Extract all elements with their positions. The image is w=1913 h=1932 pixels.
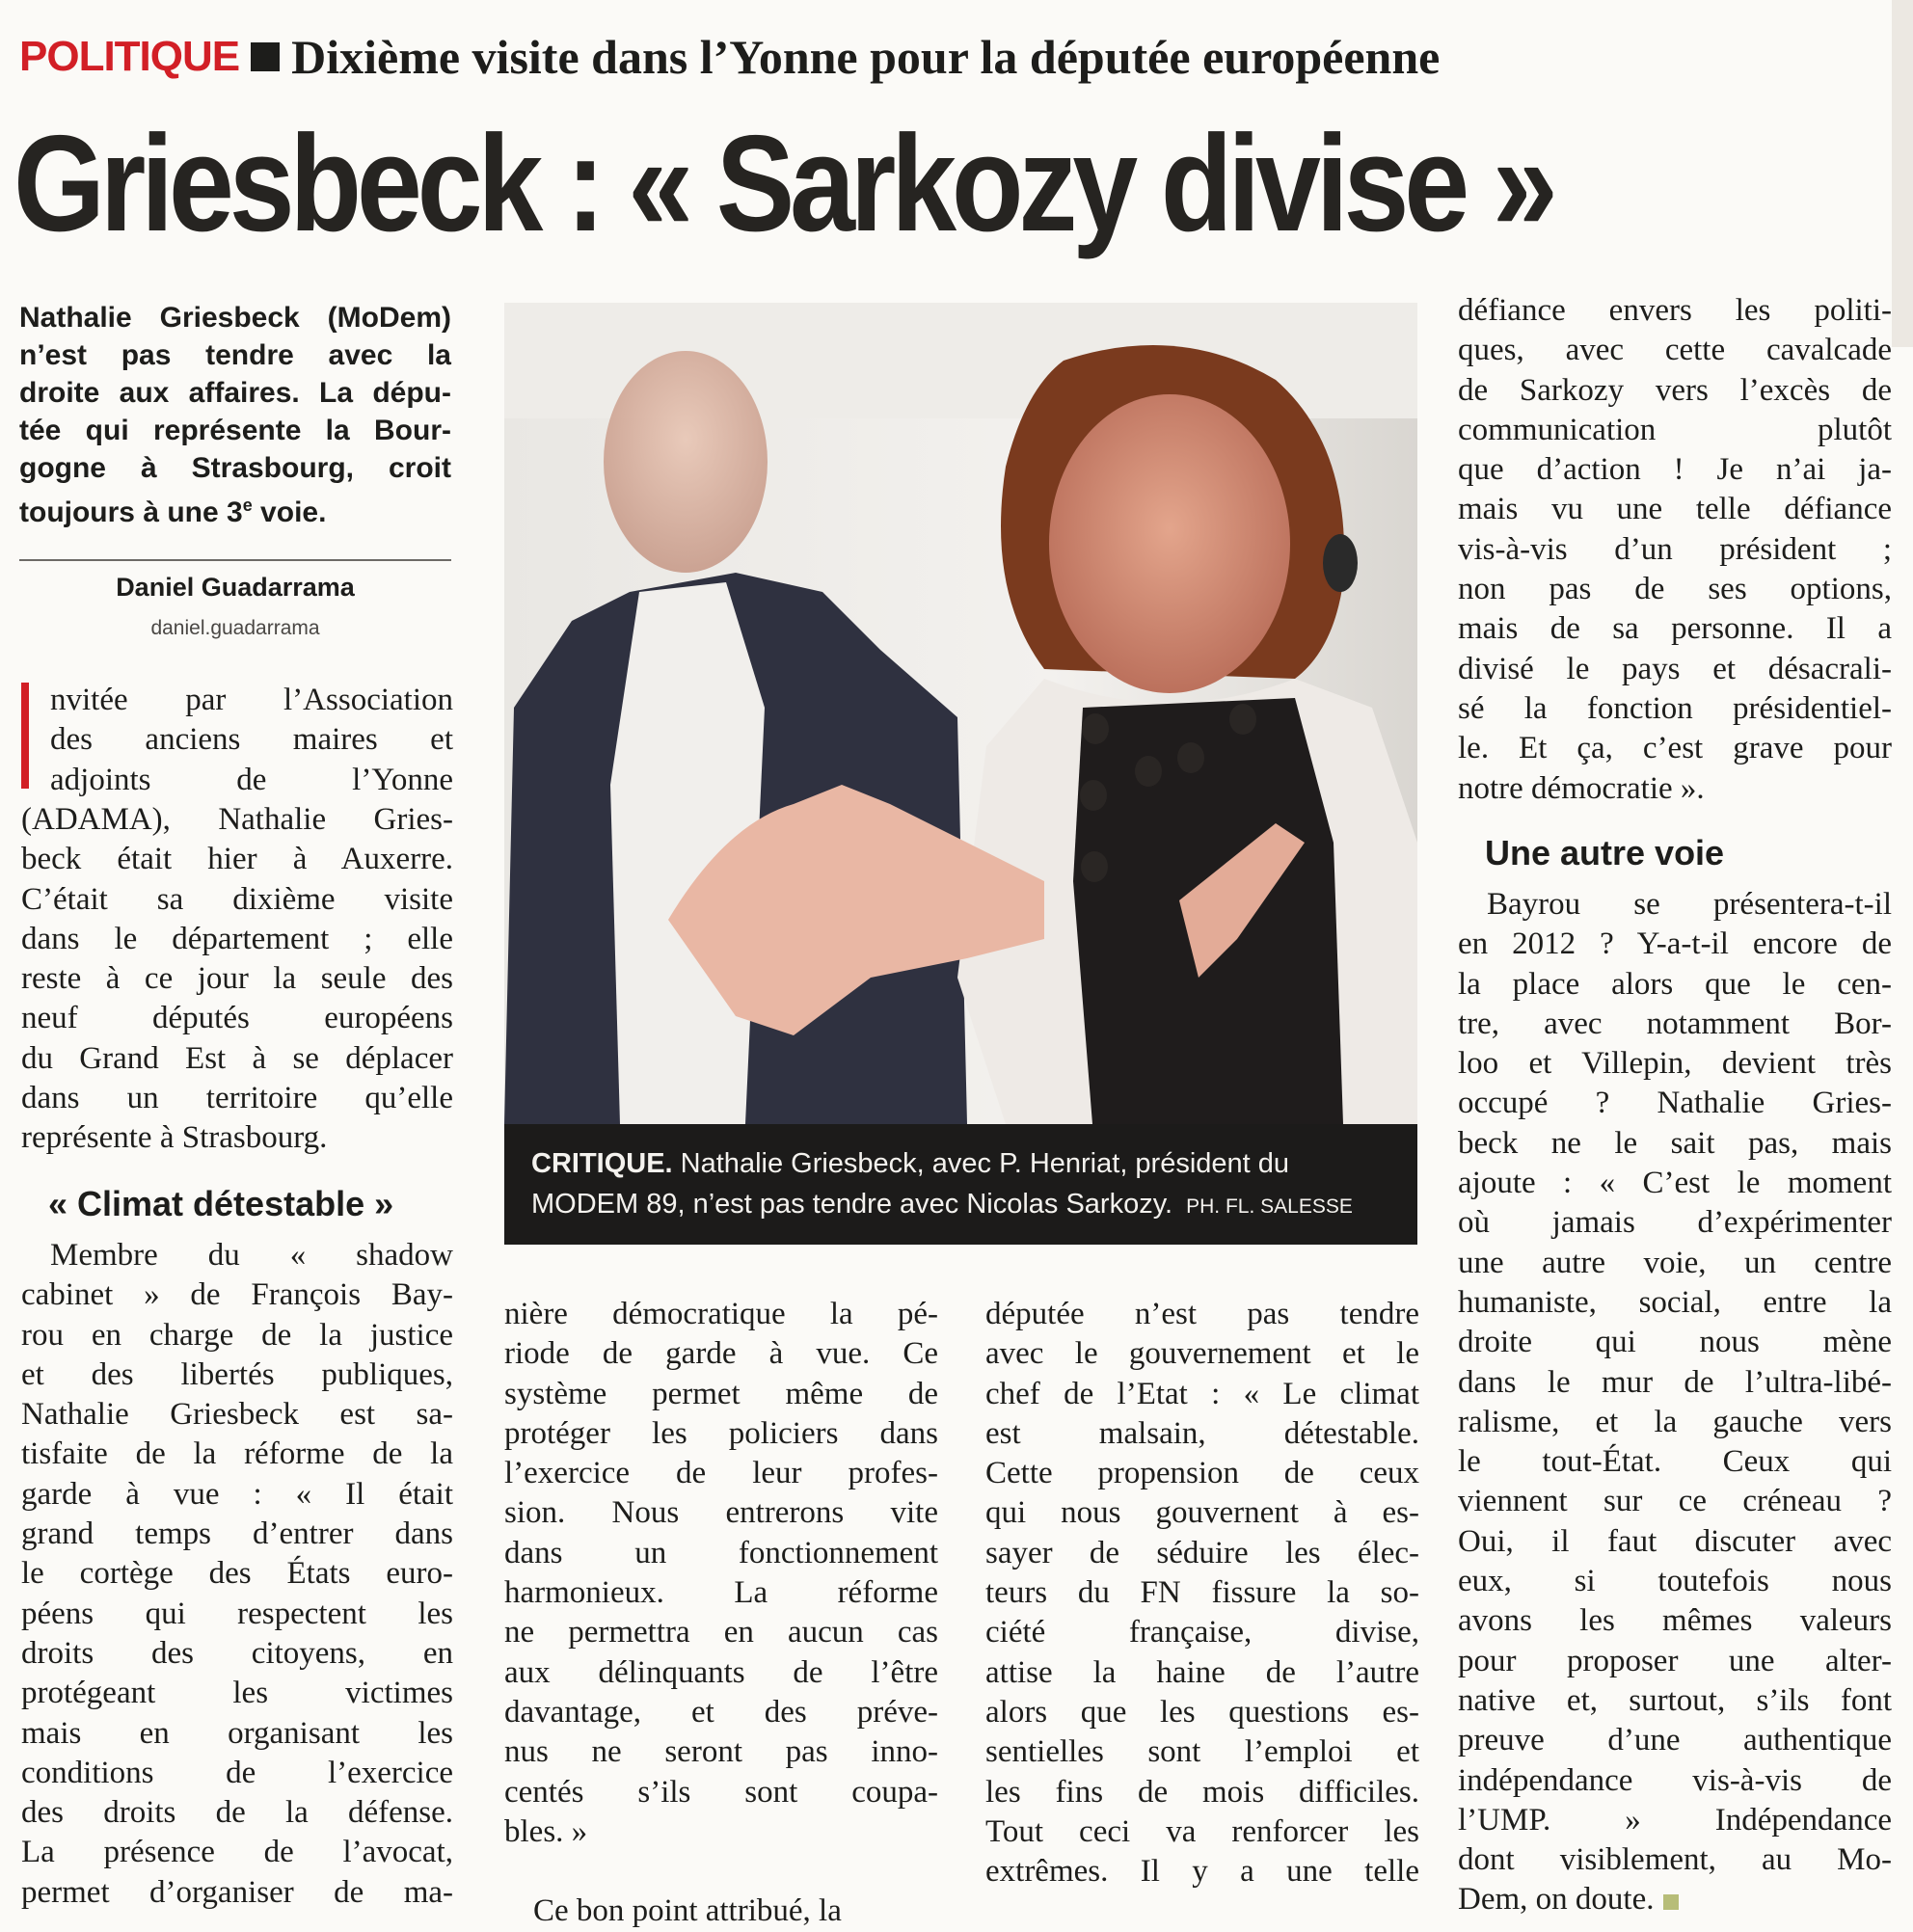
lead-line: n’est pas tendre avec la [19, 339, 451, 371]
column-1-paragraph-1-cont [21, 800, 453, 1159]
text-line: dans le département ; elle [21, 921, 453, 956]
text-line: tisfaite de la réforme de la [21, 1436, 453, 1472]
text-line: l’UMP. » Indépendance [1458, 1802, 1892, 1838]
text-line: humaniste, social, entre la [1458, 1284, 1892, 1320]
text-line: communication plutôt [1458, 412, 1892, 447]
text-line: notre démocratie ». [1458, 770, 1705, 806]
author-name: Daniel Guadarrama [116, 573, 355, 602]
text-line: cabinet » de François Bay- [21, 1277, 453, 1313]
text-line: Ce bon point attribué, la [533, 1893, 842, 1929]
caption-line [531, 1143, 1399, 1184]
end-of-article-icon [1663, 1894, 1679, 1910]
subhead-autre-voie: Une autre voie [1485, 833, 1725, 872]
text-fragment: Dem, on doute. [1458, 1882, 1655, 1918]
column-1-paragraph-1 [50, 681, 453, 800]
column-1-paragraph-2 [21, 1236, 453, 1913]
text-line: Oui, il faut discuter avec [1458, 1523, 1892, 1559]
text-line: avec le gouvernement et le [985, 1336, 1419, 1372]
text-line: des anciens maires et [50, 722, 453, 758]
text-line: loo et Villepin, devient très [1458, 1046, 1892, 1082]
text-line: preuve d’une authentique [1458, 1723, 1892, 1758]
text-line: divisé le pays et désacrali- [1458, 651, 1892, 686]
caption-text: MODEM 89, n’est pas tendre avec Nicolas Sarkozy. [531, 1189, 1173, 1220]
text-line: viennent sur ce créneau ? [1458, 1484, 1892, 1519]
lead-line: gogne à Strasbourg, croit [19, 452, 451, 484]
text-line: indépendance vis-à-vis de [1458, 1762, 1892, 1798]
rubric-label: POLITIQUE [19, 33, 240, 80]
text-line: du Grand Est à se déplacer [21, 1040, 453, 1076]
text-line: ne permettra en aucun cas [504, 1615, 938, 1650]
adjacent-page-edge [1892, 0, 1913, 347]
text-line: adjoints de l’Yonne [50, 762, 453, 797]
text-line: ralisme, et la gauche vers [1458, 1404, 1892, 1439]
text-line: qui nous gouvernent à es- [985, 1495, 1419, 1531]
lead-line [19, 487, 451, 528]
text-line: garde à vue : « Il était [21, 1476, 453, 1512]
text-line: tre, avec notamment Bor- [1458, 1006, 1892, 1041]
lead-text: toujours à une 3 [19, 496, 243, 528]
text-line: reste à ce jour la seule des [21, 961, 453, 997]
text-line: nvitée par l’Association [50, 683, 453, 717]
text-line: Membre du « shadow [50, 1238, 453, 1273]
lead-line: Nathalie Griesbeck (MoDem) [19, 302, 451, 334]
text-line: et des libertés publiques, [21, 1356, 453, 1392]
photo-illustration [504, 303, 1417, 1124]
text-line: le. Et ça, c’est grave pour [1458, 731, 1892, 766]
author-email: daniel.guadarrama [150, 617, 320, 639]
column-2 [504, 1295, 938, 1932]
text-line: conditions de l’exercice [21, 1755, 453, 1790]
article-photo [504, 303, 1417, 1245]
text-line: dans le mur de l’ultra-libé- [1458, 1364, 1892, 1400]
text-line: que d’action ! Je n’ai ja- [1458, 452, 1892, 488]
text-line: aux délinquants de l’être [504, 1654, 938, 1690]
text-line: députée n’est pas tendre [985, 1297, 1419, 1331]
paragraph-gap [504, 1852, 938, 1892]
text-line: dont visiblement, au Mo- [1458, 1842, 1892, 1878]
text-line: une autre voie, un centre [1458, 1245, 1892, 1280]
text-line: péens qui respectent les [21, 1596, 453, 1631]
text-line: teurs du FN fissure la so- [985, 1575, 1419, 1611]
article-lead [19, 299, 451, 528]
text-line: occupé ? Nathalie Gries- [1458, 1086, 1892, 1121]
text-line: en 2012 ? Y-a-t-il encore de [1458, 926, 1892, 962]
column-4-paragraph-2 [1458, 885, 1892, 1920]
text-line: neuf députés européens [21, 1001, 453, 1036]
photo-caption [531, 1143, 1399, 1224]
article-headline: Griesbeck : « Sarkozy divise » [13, 107, 1553, 260]
lead-line: tée qui représente la Bour- [19, 415, 451, 446]
text-line: centés s’ils sont coupa- [504, 1774, 938, 1810]
text-line: sion. Nous entrerons vite [504, 1495, 938, 1531]
text-line: (ADAMA), Nathalie Gries- [21, 802, 453, 837]
text-line: l’exercice de leur profes- [504, 1456, 938, 1491]
text-line: chef de l’Etat : « Le climat [985, 1376, 1419, 1411]
text-line: droits des citoyens, en [21, 1635, 453, 1671]
column-3 [985, 1295, 1419, 1892]
text-line: pour proposer une alter- [1458, 1643, 1892, 1678]
text-line: les fins de mois difficiles. [985, 1774, 1419, 1810]
text-line: Nathalie Griesbeck est sa- [21, 1397, 453, 1433]
text-line: alors que les questions es- [985, 1694, 1419, 1730]
column-4-paragraph-1 [1458, 291, 1892, 809]
kicker-subtitle: Dixième visite dans l’Yonne pour la députée européenne [291, 30, 1441, 84]
text-line: permet d’organiser de ma- [21, 1874, 453, 1910]
text-line: riode de garde à vue. Ce [504, 1336, 938, 1372]
text-line: davantage, et des préve- [504, 1694, 938, 1730]
text-line: ciété française, divise, [985, 1615, 1419, 1650]
text-line: beck était hier à Auxerre. [21, 842, 453, 877]
caption-text: Nathalie Griesbeck, avec P. Henriat, président du [672, 1148, 1290, 1179]
text-line: C’était sa dixième visite [21, 881, 453, 917]
text-line: protégeant les victimes [21, 1676, 453, 1711]
text-line: Cette propension de ceux [985, 1456, 1419, 1491]
text-line: sentielles sont l’emploi et [985, 1734, 1419, 1770]
text-line: est malsain, détestable. [985, 1415, 1419, 1451]
text-line: où jamais d’expérimenter [1458, 1205, 1892, 1241]
square-bullet-icon [251, 42, 280, 71]
text-line: des droits de la défense. [21, 1795, 453, 1831]
text-line: ajoute : « C’est le moment [1458, 1166, 1892, 1201]
article-kicker [19, 29, 1440, 85]
text-line: le cortège des États euro- [21, 1556, 453, 1592]
text-line: rou en charge de la justice [21, 1317, 453, 1353]
text-line: La présence de l’avocat, [21, 1835, 453, 1870]
text-line: sé la fonction présidentiel- [1458, 690, 1892, 726]
text-line: système permet même de [504, 1376, 938, 1411]
text-line: native et, surtout, s’ils font [1458, 1682, 1892, 1718]
text-line: mais en organisant les [21, 1715, 453, 1751]
text-line: défiance envers les politi- [1458, 293, 1892, 328]
text-line: nière démocratique la pé- [504, 1297, 938, 1331]
text-line: Tout ceci va renforcer les [985, 1813, 1419, 1849]
text-line: nus ne seront pas inno- [504, 1734, 938, 1770]
text-line: avons les mêmes valeurs [1458, 1603, 1892, 1639]
text-line: non pas de ses options, [1458, 572, 1892, 607]
text-line: vis-à-vis d’un président ; [1458, 531, 1892, 567]
text-line: représente à Strasbourg. [21, 1120, 328, 1156]
text-line: dans un territoire qu’elle [21, 1081, 453, 1116]
text-line: bles. » [504, 1813, 588, 1849]
drop-cap-bar [21, 683, 29, 789]
caption-line [531, 1184, 1399, 1224]
text-line: Bayrou se présentera-t-il [1487, 887, 1892, 922]
text-line: dans un fonctionnement [504, 1535, 938, 1570]
text-line: grand temps d’entrer dans [21, 1516, 453, 1552]
text-line: eux, si toutefois nous [1458, 1564, 1892, 1599]
lead-line: droite aux affaires. La dépu- [19, 377, 451, 409]
text-line: mais vu une telle défiance [1458, 492, 1892, 527]
text-line: attise la haine de l’autre [985, 1654, 1419, 1690]
text-line: harmonieux. La réforme [504, 1575, 938, 1611]
subhead-climat: « Climat détestable » [48, 1184, 394, 1223]
photo-credit: PH. FL. SALESSE [1186, 1195, 1353, 1218]
text-line: sayer de séduire les élec- [985, 1535, 1419, 1570]
text-line: droite qui nous mène [1458, 1325, 1892, 1360]
text-line: beck ne le sait pas, mais [1458, 1125, 1892, 1161]
text-line: protéger les policiers dans [504, 1415, 938, 1451]
byline-divider [19, 559, 451, 561]
caption-label: CRITIQUE. [531, 1148, 673, 1179]
text-line: la place alors que le cen- [1458, 966, 1892, 1002]
text-line: ques, avec cette cavalcade [1458, 333, 1892, 368]
text-line [1458, 1880, 1892, 1919]
lead-text: voie. [252, 496, 327, 528]
text-line: extrêmes. Il y a une telle [985, 1854, 1419, 1890]
text-line: de Sarkozy vers l’excès de [1458, 372, 1892, 408]
text-line: mais de sa personne. Il a [1458, 611, 1892, 647]
lead-superscript: e [242, 496, 253, 515]
text-line: le tout-État. Ceux qui [1458, 1444, 1892, 1480]
